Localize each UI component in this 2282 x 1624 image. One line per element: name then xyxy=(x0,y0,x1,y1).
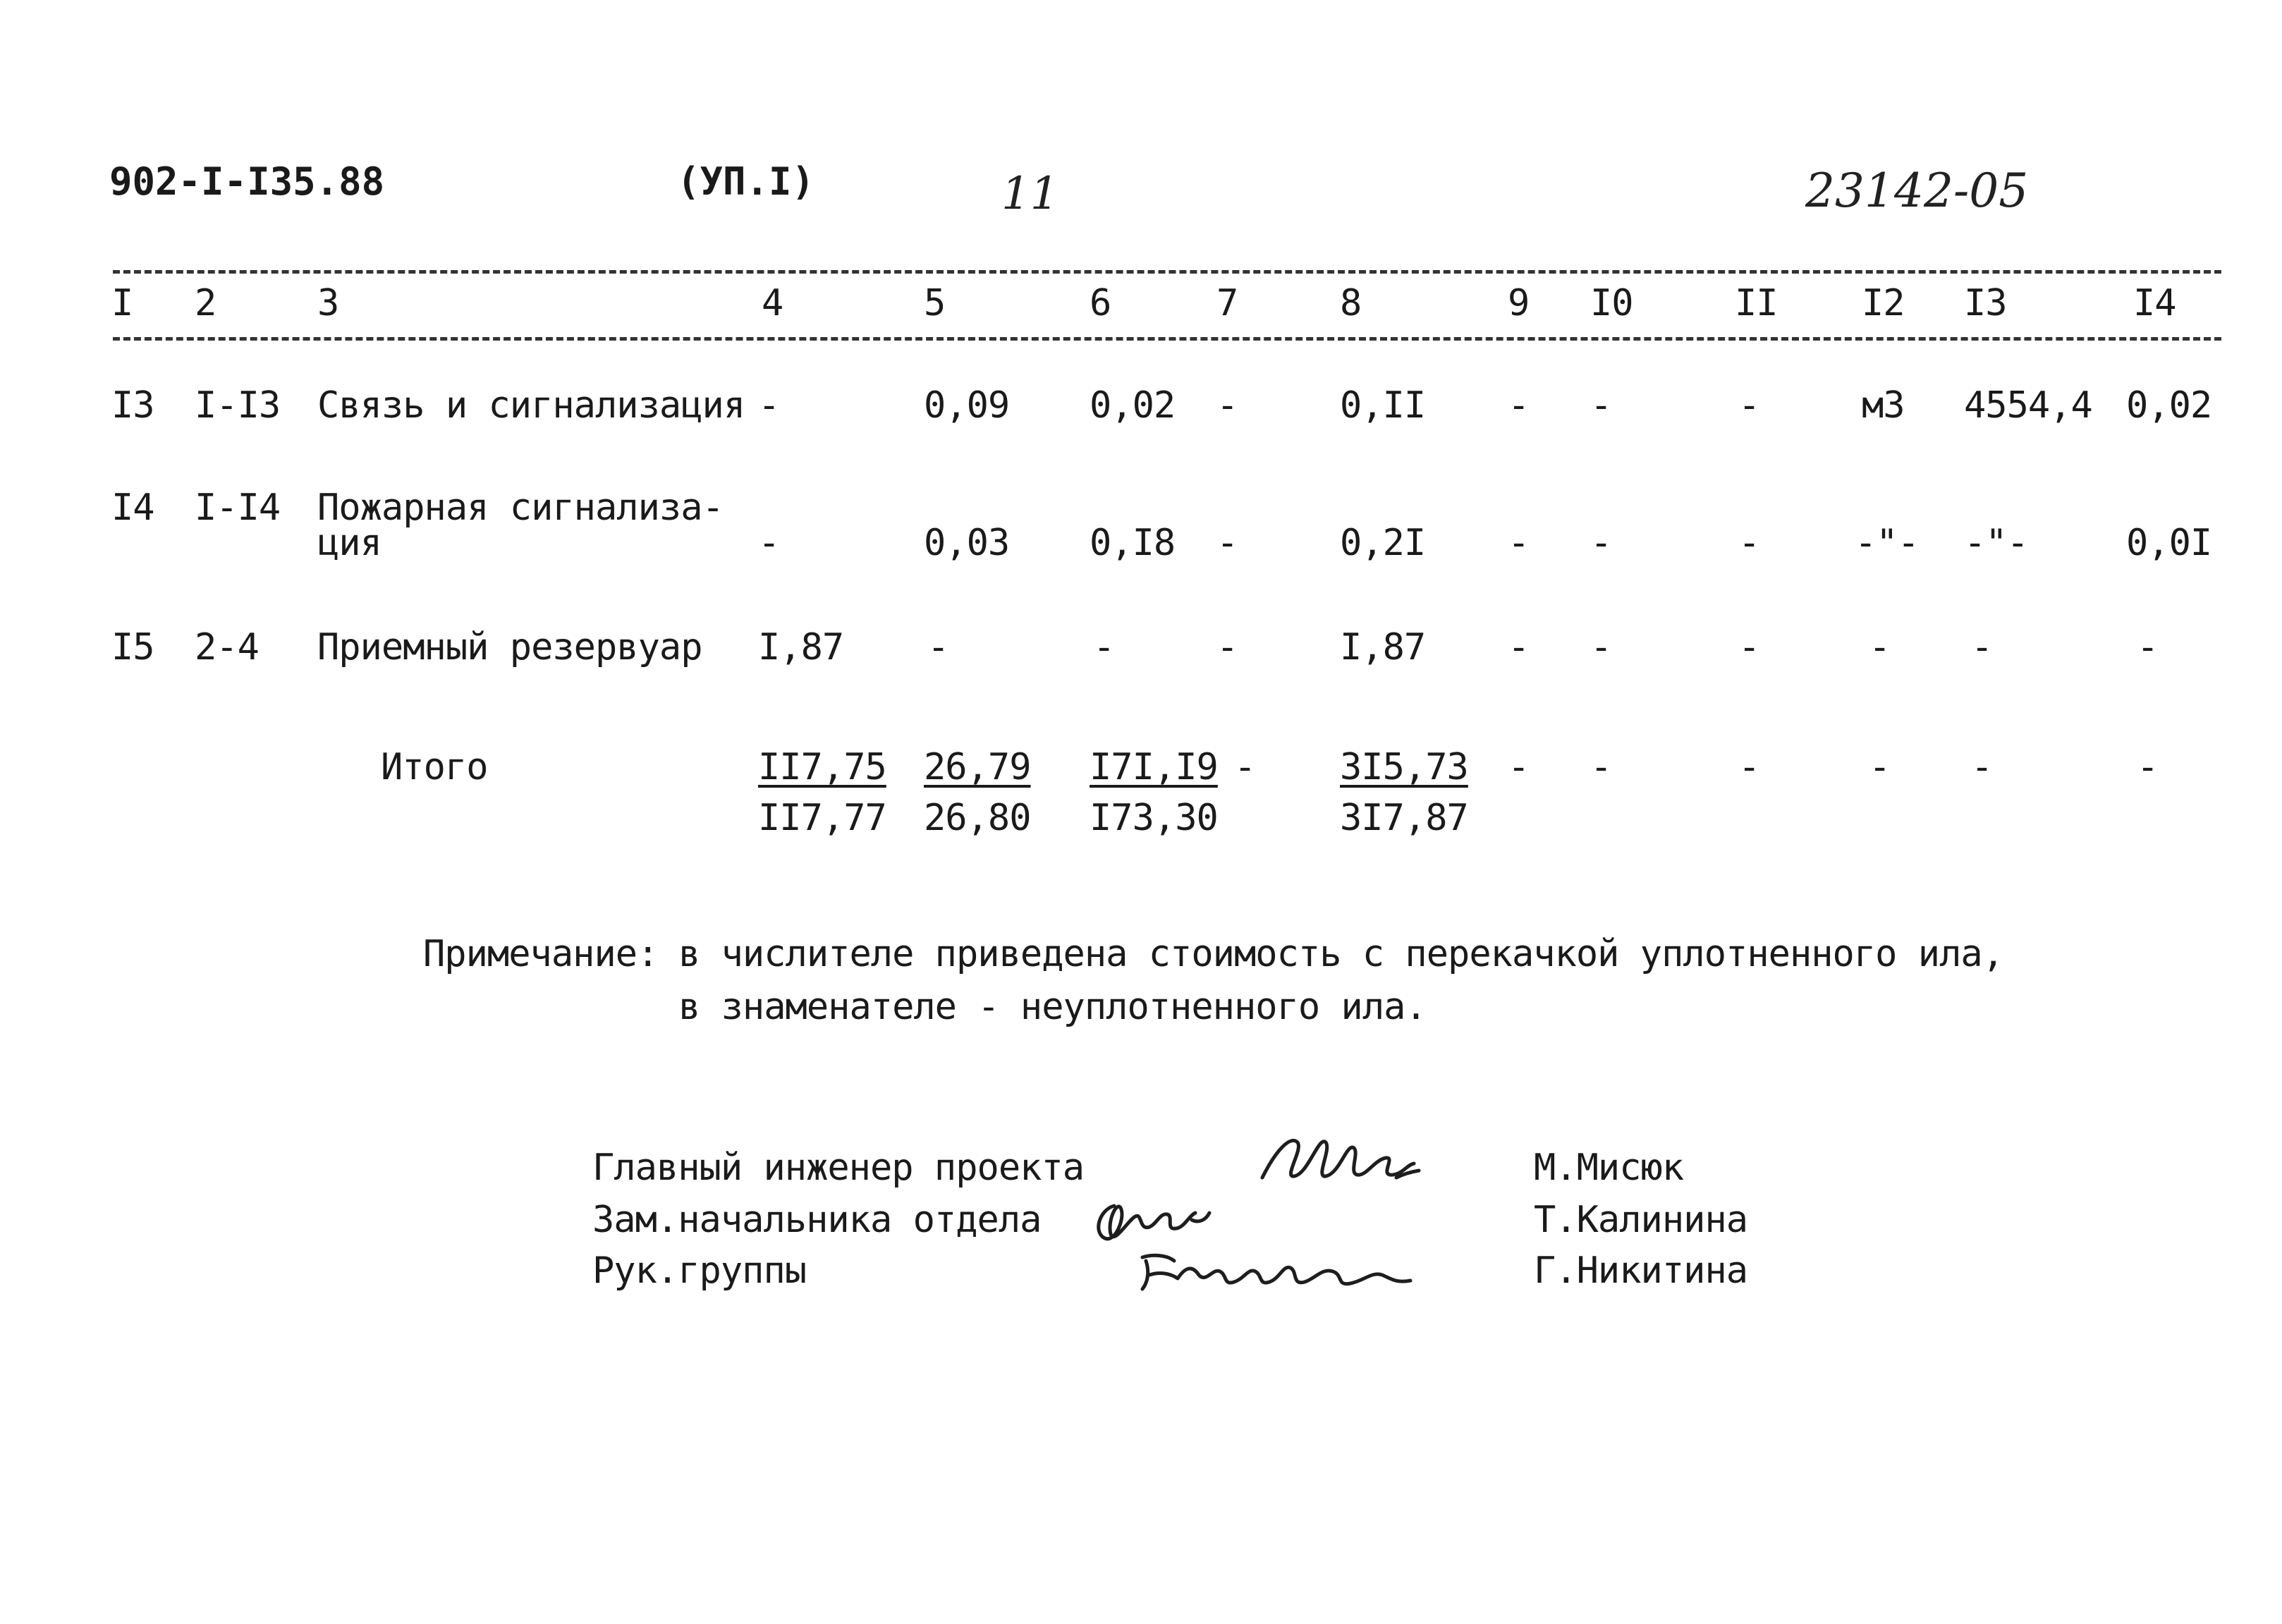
col-header-13: I3 xyxy=(1964,282,2007,324)
document-code: 902-I-I35.88 xyxy=(109,159,385,204)
row-code: 2-4 xyxy=(195,626,259,668)
total-col9: - xyxy=(1508,746,1530,788)
cell-col8: 0,II xyxy=(1340,384,1426,427)
cell-col14: - xyxy=(2137,626,2159,668)
cell-col13: 4554,4 xyxy=(1964,384,2092,427)
col-header-5: 5 xyxy=(924,282,946,324)
note-line-2: в знаменателе - неуплотненного ила. xyxy=(678,986,1427,1028)
cell-col12: -"- xyxy=(1855,522,1919,564)
row-code: I-I4 xyxy=(195,487,281,529)
note-label: Примечание: xyxy=(423,933,659,975)
cell-col13: -"- xyxy=(1964,522,2028,564)
row-number: I4 xyxy=(111,487,154,529)
row-description: Пожарная сигнализа- xyxy=(317,487,724,529)
cell-col8: 0,2I xyxy=(1340,522,1426,564)
col-header-12: I2 xyxy=(1862,282,1905,324)
total-col8-numerator: 3I5,73 xyxy=(1340,746,1468,788)
cell-col11: - xyxy=(1738,384,1760,427)
col-header-3: 3 xyxy=(317,282,339,324)
cell-col7: - xyxy=(1216,522,1238,564)
cell-col11: - xyxy=(1738,522,1760,564)
row-description: Приемный резервуар xyxy=(317,626,702,668)
col-header-14: I4 xyxy=(2133,282,2176,324)
cell-col10: - xyxy=(1590,626,1612,668)
cell-col10: - xyxy=(1590,384,1612,427)
cell-col12: - xyxy=(1869,626,1891,668)
row-number: I5 xyxy=(111,626,154,668)
total-col5-numerator: 26,79 xyxy=(924,746,1031,788)
cell-col5: 0,09 xyxy=(924,384,1010,427)
cell-col4: - xyxy=(758,384,780,427)
total-col4-numerator: II7,75 xyxy=(758,746,886,788)
signatory-role: Рук.группы xyxy=(592,1250,807,1292)
inventory-number: 23142-05 xyxy=(1805,164,2029,218)
col-header-6: 6 xyxy=(1090,282,1111,324)
total-col5-denominator: 26,80 xyxy=(924,797,1031,839)
col-header-10: I0 xyxy=(1590,282,1633,324)
col-header-7: 7 xyxy=(1216,282,1238,324)
signatory-name: Т.Калинина xyxy=(1534,1199,1748,1241)
cell-col14: 0,0I xyxy=(2126,522,2212,564)
signatory-name: М.Мисюк xyxy=(1534,1147,1684,1189)
signatory-role: Главный инженер проекта xyxy=(592,1147,1085,1189)
cell-col9: - xyxy=(1508,626,1530,668)
col-header-8: 8 xyxy=(1340,282,1362,324)
total-col6-numerator: I7I,I9 xyxy=(1090,746,1218,788)
total-col8-denominator: 3I7,87 xyxy=(1340,797,1468,839)
note-line-1: в числителе приведена стоимость с перекачкой уплотненного ила, xyxy=(678,933,2004,975)
cell-col5: - xyxy=(927,626,949,668)
col-header-9: 9 xyxy=(1508,282,1530,324)
cell-col9: - xyxy=(1508,522,1530,564)
cell-col6: - xyxy=(1093,626,1115,668)
cell-col13: - xyxy=(1971,626,1993,668)
signature-group-head xyxy=(1128,1240,1424,1303)
row-description: Связь и сигнализация xyxy=(317,384,745,427)
total-col13: - xyxy=(1971,746,1993,788)
signatory-role: Зам.начальника отдела xyxy=(592,1199,1042,1241)
cell-col11: - xyxy=(1738,626,1760,668)
total-col12: - xyxy=(1869,746,1891,788)
album-code: (УП.I) xyxy=(677,159,815,204)
cell-col10: - xyxy=(1590,522,1612,564)
col-header-4: 4 xyxy=(762,282,783,324)
cell-col6: 0,02 xyxy=(1090,384,1176,427)
cell-col4: I,87 xyxy=(758,626,844,668)
row-number: I3 xyxy=(111,384,154,427)
total-col10: - xyxy=(1590,746,1612,788)
cell-col7: - xyxy=(1216,626,1238,668)
total-col4-denominator: II7,77 xyxy=(758,797,886,839)
col-header-1: I xyxy=(111,282,133,324)
cell-col7: - xyxy=(1216,384,1238,427)
col-header-11: II xyxy=(1735,282,1778,324)
cell-col8: I,87 xyxy=(1340,626,1426,668)
cell-col9: - xyxy=(1508,384,1530,427)
table-header-rule xyxy=(113,337,2221,341)
total-col7: - xyxy=(1234,746,1256,788)
col-header-2: 2 xyxy=(195,282,216,324)
row-description-cont: ция xyxy=(317,522,382,564)
cell-col6: 0,I8 xyxy=(1090,522,1176,564)
cell-col5: 0,03 xyxy=(924,522,1010,564)
signatory-name: Г.Никитина xyxy=(1534,1250,1748,1292)
cell-col4: - xyxy=(758,522,780,564)
total-col14: - xyxy=(2137,746,2159,788)
cell-col14: 0,02 xyxy=(2126,384,2212,427)
page-number: 11 xyxy=(1001,168,1059,220)
total-col11: - xyxy=(1738,746,1760,788)
total-label: Итого xyxy=(381,746,488,788)
signature-chief-engineer xyxy=(1255,1121,1424,1192)
row-code: I-I3 xyxy=(195,384,281,427)
cell-col12: м3 xyxy=(1862,384,1905,427)
table-top-rule xyxy=(113,270,2221,274)
total-col6-denominator: I73,30 xyxy=(1090,797,1218,839)
